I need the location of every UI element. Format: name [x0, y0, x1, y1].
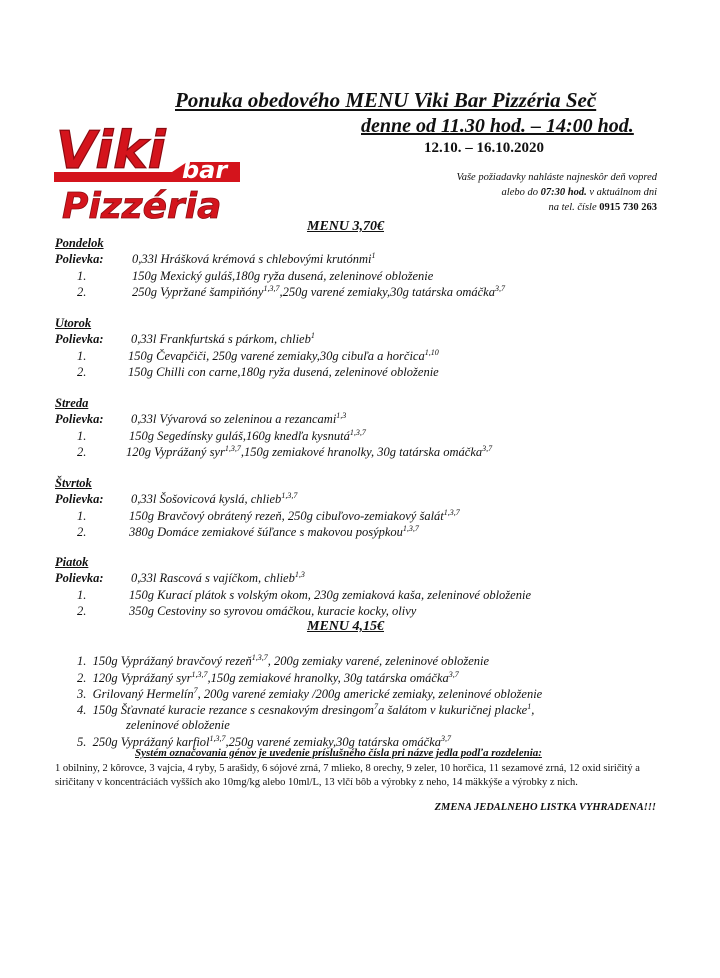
day-name: Streda — [55, 396, 89, 410]
soup-label: Polievka: — [55, 332, 104, 346]
menu2-item-4: 4. 150g Šťavnaté kuracie rezance s cesnakovým dresingom$^7$a šalátom v kukuričnej placke$^1$, — [77, 701, 535, 717]
day-name: Pondelok — [55, 236, 104, 250]
item-number: 1. — [77, 588, 87, 602]
menu-change-note: ZMENA JEDALNEHO LISTKA VYHRADENA!!! — [434, 802, 656, 813]
menu-item: 150g Chilli con carne,180g ryža dusená, zeleninové obloženie — [128, 365, 439, 379]
soup-item: 0,33l Vývarová so zeleninou a rezancami$^{1,3}$ — [131, 410, 347, 426]
menu-item: 250g Vypržané šampiňóny$^{1,3,7}$,250g varené zemiaky,30g tatárska omáčka$^{3,7}$ — [132, 283, 505, 299]
soup-item: 0,33l Hrášková krémová s chlebovými krutónmi$^1$ — [132, 250, 376, 266]
day-name: Piatok — [55, 555, 89, 569]
item-number: 1. — [77, 269, 87, 283]
item-number: 2. — [77, 285, 87, 299]
order-note-line1: Vaše požiadavky nahláste najneskôr deň vopred — [456, 172, 657, 183]
item-number: 1. — [77, 349, 87, 363]
menu2-item-5: 5. 250g Vyprážaný karfiol$^{1,3,7}$,250g varené zemiaky,30g tatárska omáčka$^{3,7}$ — [77, 733, 451, 749]
svg-text:bar: bar — [182, 156, 228, 184]
item-number: 2. — [77, 525, 87, 539]
soup-label: Polievka: — [55, 412, 104, 426]
item-number: 2. — [77, 445, 87, 459]
viki-bar-pizzeria-logo — [52, 112, 242, 224]
menu2-item-4-line2: zeleninové obloženie — [126, 718, 230, 732]
menu2-item-3: 3. Grilovaný Hermelín$^7$, 200g varené zemiaky /200g americké zemiaky, zeleninové obloženie — [77, 685, 543, 701]
menu-item: 120g Vyprážaný syr$^{1,3,7}$,150g zemiakové hranolky, 30g tatárska omáčka$^{3,7}$ — [126, 443, 493, 459]
item-number: 1. — [77, 509, 87, 523]
menu2-heading: MENU 4,15€ — [307, 619, 385, 634]
menu2-item-1: 1. 150g Vyprážaný bravčový rezeň$^{1,3,7}$, 200g zemiaky varené, zeleninové obloženie — [77, 652, 490, 668]
soup-label: Polievka: — [55, 492, 104, 506]
menu-item: 380g Domáce zemiakové šúľance s makovou posýpkou$^{1,3,7}$ — [129, 523, 419, 539]
opening-hours: denne od 11.30 hod. – 14:00 hod. — [361, 115, 634, 137]
item-number: 2. — [77, 365, 87, 379]
menu1-heading: MENU 3,70€ — [307, 219, 385, 234]
order-note-line2: alebo do 07:30 hod. v aktuálnom dni — [501, 187, 657, 198]
menu2-item-2: 2. 120g Vyprážaný syr$^{1,3,7}$,150g zemiakové hranolky, 30g tatárska omáčka$^{3,7}$ — [77, 669, 459, 685]
page-title: Ponuka obedového MENU Viki Bar Pizzéria Seč — [175, 88, 597, 112]
menu-item: 150g Čevapčiči, 250g varené zemiaky,30g cibuľa a horčica$^{1,10}$ — [128, 347, 439, 363]
soup-label: Polievka: — [55, 571, 104, 585]
soup-label: Polievka: — [55, 252, 104, 266]
menu-item: 150g Bravčový obrátený rezeň, 250g cibuľovo-zemiakový šalát$^{1,3,7}$ — [129, 507, 460, 523]
day-name: Štvrtok — [55, 476, 92, 490]
menu-item: 150g Kurací plátok s volským okom, 230g zemiaková kaša, zeleninové obloženie — [129, 588, 531, 602]
menu-item: 150g Mexický guláš,180g ryža dusená, zeleninové obloženie — [132, 269, 434, 283]
soup-item: 0,33l Šošovicová kyslá, chlieb$^{1,3,7}$ — [131, 490, 298, 506]
soup-item: 0,33l Frankfurtská s párkom, chlieb$^1$ — [131, 330, 315, 346]
allergen-list: 1 obilniny, 2 kôrovce, 3 vajcia, 4 ryby, 5 arašidy, 6 sójové zrná, 7 mlieko, 8 orechy, 9 zeler, 10 horčica, 11 sezamové zrná, 12 oxid siričitý a siričitany v koncentráciách vyšších ako 10mg/kg alebo 10ml/L, 13 vlčí bôb a výrobky z neho, 14 mäkkýše a výrobky z nich. — [55, 763, 640, 788]
soup-item: 0,33l Rascová s vajíčkom, chlieb$^{1,3}$ — [131, 569, 305, 585]
svg-text:Pizzéria: Pizzéria — [62, 186, 222, 224]
day-name: Utorok — [55, 316, 92, 330]
order-note-line3: na tel. čísle 0915 730 263 — [548, 202, 657, 213]
item-number: 2. — [77, 604, 87, 618]
date-range: 12.10. – 16.10.2020 — [424, 140, 544, 156]
svg-text:Viki: Viki — [56, 121, 166, 181]
menu-item: 150g Segedínsky guláš,160g knedľa kysnutá$^{1,3,7}$ — [129, 427, 366, 443]
allergen-system-note: Systém označovania génov je uvedenie príslušného čísla pri názve jedla podľa rozdelenia: — [135, 747, 542, 759]
item-number: 1. — [77, 429, 87, 443]
menu-item: 350g Cestoviny so syrovou omáčkou, kuracie kocky, olivy — [129, 604, 417, 618]
